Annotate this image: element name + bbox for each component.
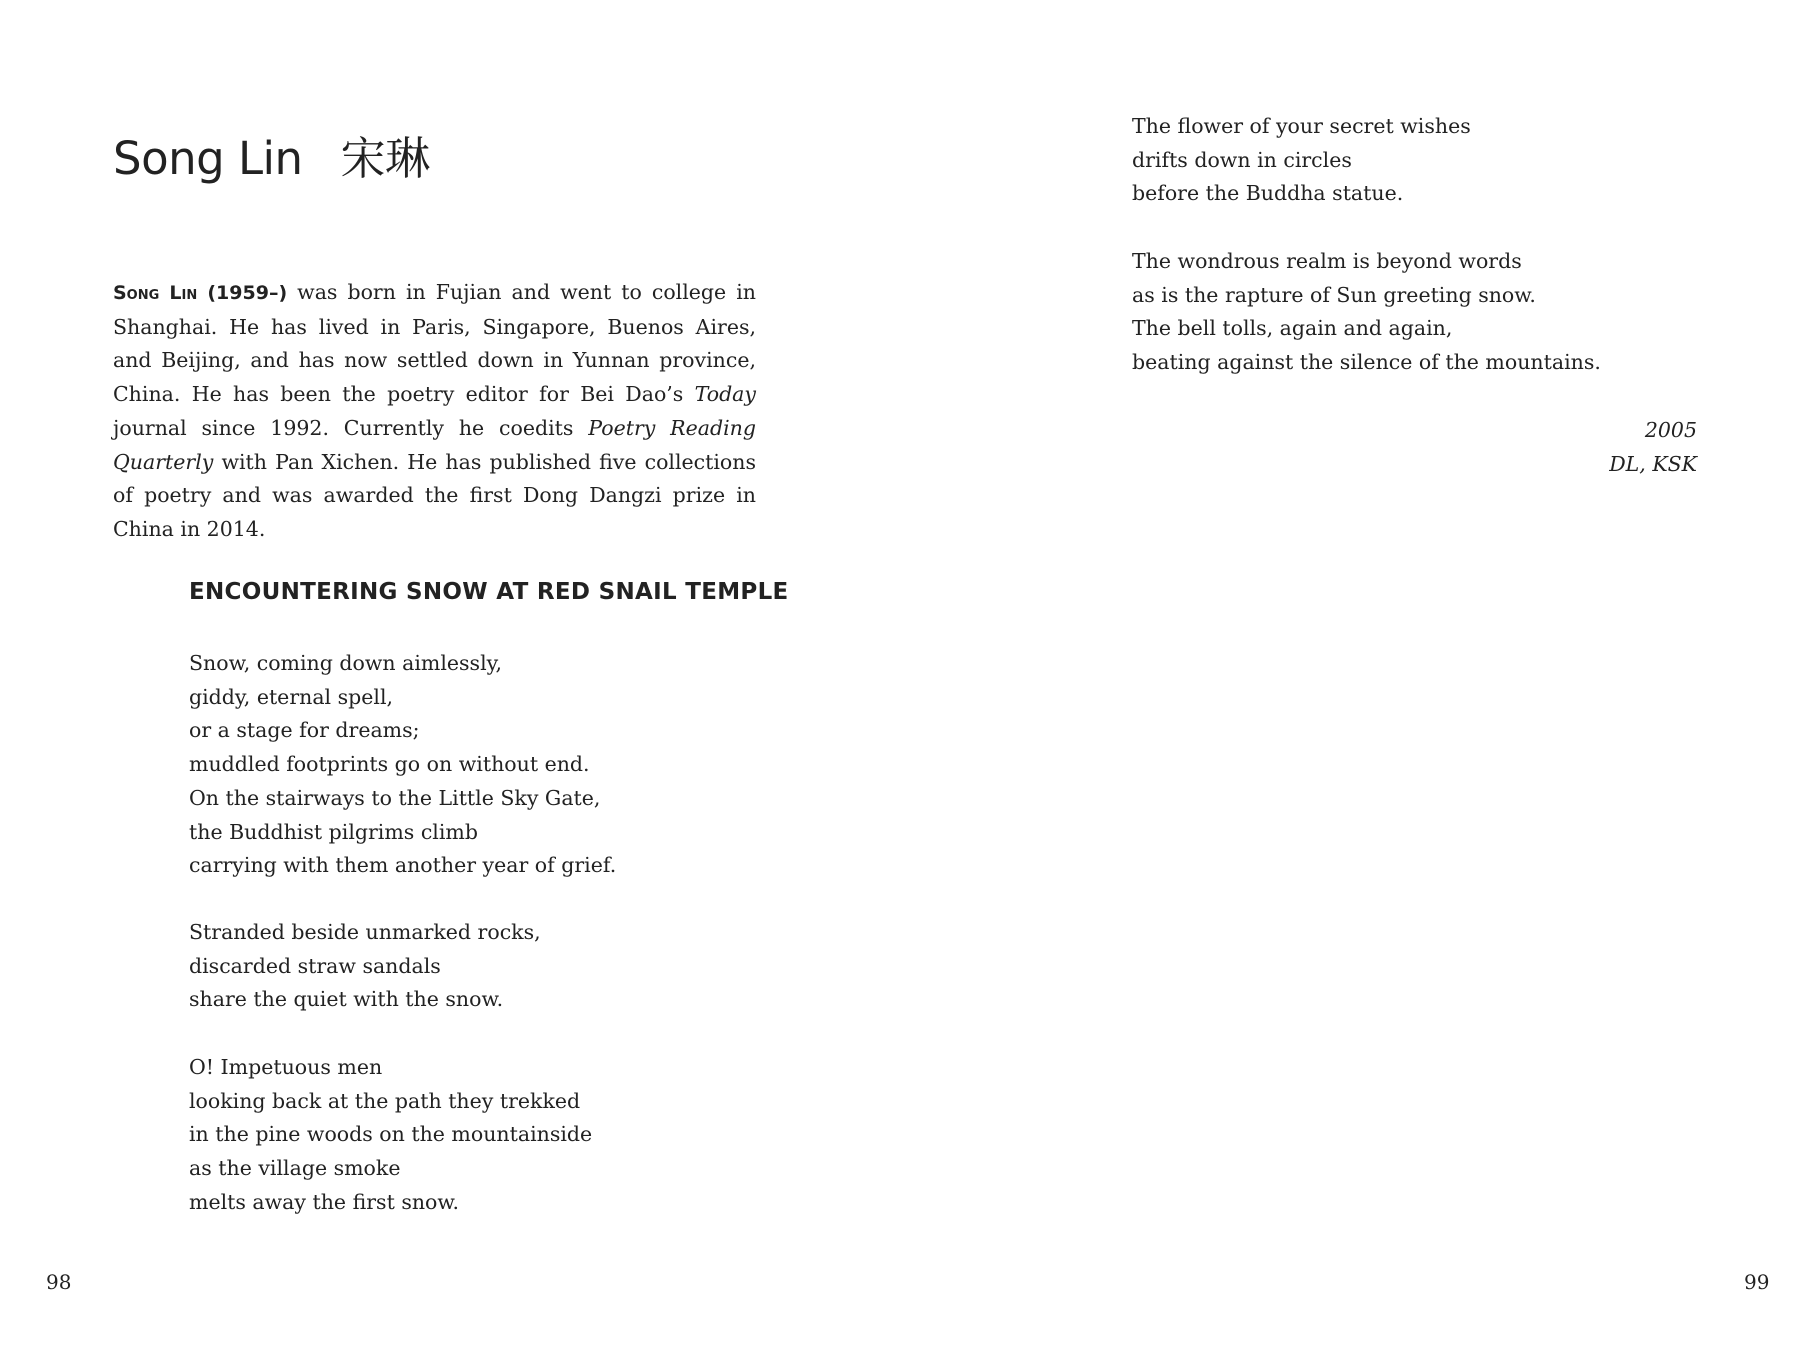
bio-text-3: with Pan Xichen. He has published five collections of poetry and was awarded the first Dong Dangzi prize in China in 2014. [113, 449, 756, 541]
poem-line: Stranded beside unmarked rocks, [189, 920, 541, 944]
bio-name-last: Lin [169, 282, 198, 304]
poem-line: muddled footprints go on without end. [189, 752, 590, 777]
poem-line: carrying with them another year of grief. [189, 853, 617, 878]
author-name-cjk: 宋琳 [340, 132, 430, 185]
page-number-left: 98 [46, 1270, 72, 1294]
poem-line: melts away the first snow. [189, 1189, 460, 1214]
bio-name-first: Song [113, 282, 160, 304]
poem-stanza-1 [189, 647, 616, 883]
poem-line: looking back at the path they trekked [189, 1088, 581, 1113]
page-number-right: 99 [1744, 1270, 1770, 1294]
poem-year: 2005 [1644, 418, 1697, 442]
poem-line: discarded straw sandals [189, 953, 441, 978]
poem-line: Snow, coming down aimlessly, [189, 651, 503, 675]
author-name: Song Lin [113, 132, 303, 185]
poem-attribution [1609, 414, 1697, 481]
bio-text-2: journal since 1992. Currently he coedits [113, 415, 589, 440]
poem-line: The bell tolls, again and again, [1132, 316, 1453, 341]
poem-line: share the quiet with the snow. [189, 987, 504, 1012]
poem-stanza-4 [1132, 110, 1471, 211]
bio-text-1: was born in Fujian and went to college in Shanghai. He has lived in Paris, Singapore, Buenos Aires, and Beijing, and has now settled down in Yunnan province, China. He has been the poetry editor for Bei Dao’s [113, 280, 756, 407]
poem-line: before the Buddha statue. [1132, 181, 1404, 206]
poem-translators: DL, KSK [1609, 451, 1697, 476]
poem-line: drifts down in circles [1132, 147, 1352, 172]
poem-line: O! Impetuous men [189, 1055, 383, 1079]
poem-line: as is the rapture of Sun greeting snow. [1132, 282, 1536, 307]
poem-line: The flower of your secret wishes [1132, 114, 1471, 138]
poem-stanza-5 [1132, 245, 1601, 380]
poem-stanza-2 [189, 916, 541, 1017]
poem-stanza-3 [189, 1051, 592, 1220]
poem-line: On the stairways to the Little Sky Gate, [189, 785, 601, 810]
poem-line: or a stage for dreams; [189, 718, 420, 743]
poem-line: as the village smoke [189, 1156, 401, 1181]
poem-title: ENCOUNTERING SNOW AT RED SNAIL TEMPLE [189, 579, 789, 605]
poem-line: beating against the silence of the mountains. [1132, 350, 1601, 375]
bio-journal-title: Today [694, 382, 756, 407]
poem-line: giddy, eternal spell, [189, 684, 394, 709]
bio-quarterly-title: Poetry Reading Quarterly [113, 415, 756, 474]
poem-line: the Buddhist pilgrims climb [189, 819, 478, 844]
bio-dates: (1959–) [207, 282, 288, 304]
poem-line: in the pine woods on the mountainside [189, 1122, 593, 1147]
poem-line: The wondrous realm is beyond words [1132, 249, 1522, 273]
author-bio [113, 276, 756, 547]
bio-author-name [113, 282, 287, 304]
author-heading [113, 122, 430, 187]
